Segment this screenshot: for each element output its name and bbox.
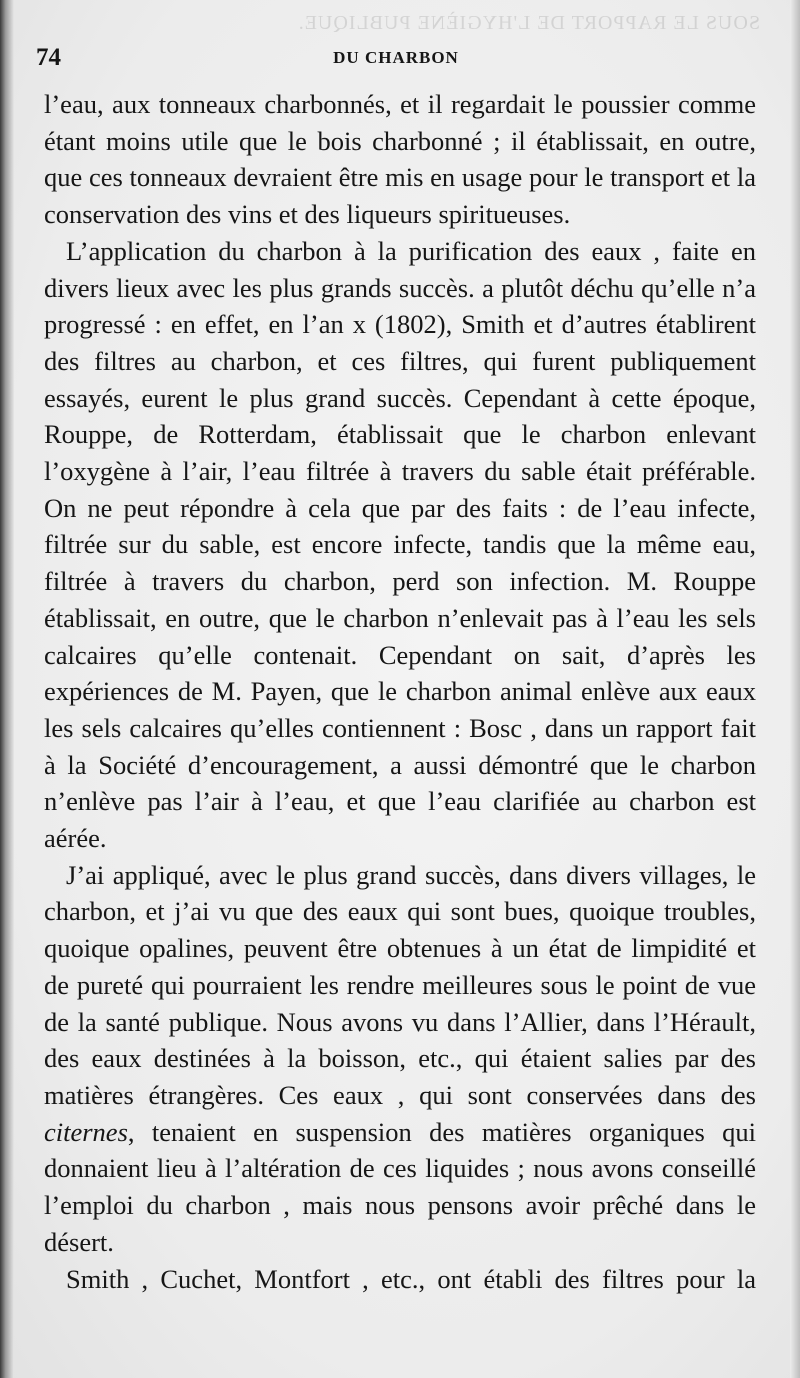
paragraph bbox=[44, 857, 756, 1261]
bleed-through-text: SOUS LE RAPPORT DE L'HYGIÈNE PUBLIQUE. bbox=[297, 12, 760, 34]
running-title: DU CHARBON bbox=[333, 48, 459, 67]
paragraph-text: L’application du charbon à la purification des eaux , faite en divers lieux avec les plus grands succès. a plutôt déchu qu’elle n’a progressé : en effet, en l’an x (1802), Smith et d’autres établirent des filtres au charbon, et ces filtres, qui furent publiquement essayés, eurent le plus grand succès. Cependant à cette époque, Rouppe, de Rotterdam, établissait que le charbon enlevant l’oxygène à l’air, l’eau filtrée à travers du sable était préférable. On ne peut répondre à cela que par des faits : de l’eau infecte, filtrée sur du sable, est encore infecte, tandis que la même eau, filtrée à travers du charbon, perd son infection. M. Rouppe établissait, en outre, que le charbon n’enlevait pas à l’eau les sels calcaires qu’elle contenait. Cependant on sait, d’après les expériences de M. Payen, que le charbon animal enlève aux eaux les sels calcaires qu’elles contiennent : Bosc , dans un rapport fait à la Société d’encouragement, a aussi démontré que le charbon n’enlève pas l’air à l’eau, et que l’eau clarifiée au charbon est aérée. bbox=[44, 235, 756, 854]
paragraph-text: J’ai appliqué, avec le plus grand succès, dans divers villages, le charbon, et j’ai vu que des eaux qui sont bues, quoique troubles, quoique opalines, peuvent être obtenues à un état de limpidité et de pureté qui pourraient les rendre meilleures sous le point de vue de la santé publique. Nous avons vu dans l’Allier, dans l’Hérault, des eaux destinées à la boisson, etc., qui étaient salies par des matières étrangères. Ces eaux , qui sont conservées dans des bbox=[44, 859, 756, 1110]
paragraph-text: l’eau, aux tonneaux charbonnés, et il regardait le poussier comme étant moins utile que le bois charbonné ; il établissait, en outre, que ces tonneaux devraient être mis en usage pour le transport et la conservation des vins et des liqueurs spiritueuses. bbox=[44, 89, 756, 230]
paragraph-text: Smith , Cuchet, Montfort , etc., ont établi des filtres pour la bbox=[66, 1263, 756, 1294]
body-text bbox=[44, 86, 756, 1297]
paragraph bbox=[44, 86, 756, 233]
italic-text: citernes bbox=[44, 1116, 128, 1147]
page-right-edge bbox=[790, 0, 800, 1378]
paragraph-text: , tenaient en suspension des matières organiques qui donnaient lieu à l’altération de ces liquides ; nous avons conseillé l’emploi du charbon , mais nous pensons avoir prêché dans le désert. bbox=[44, 1116, 756, 1257]
paragraph bbox=[44, 1261, 756, 1298]
paragraph bbox=[44, 233, 756, 857]
page-left-edge-shadow bbox=[0, 0, 14, 1378]
page-header bbox=[36, 44, 756, 74]
page-number: 74 bbox=[36, 44, 61, 71]
